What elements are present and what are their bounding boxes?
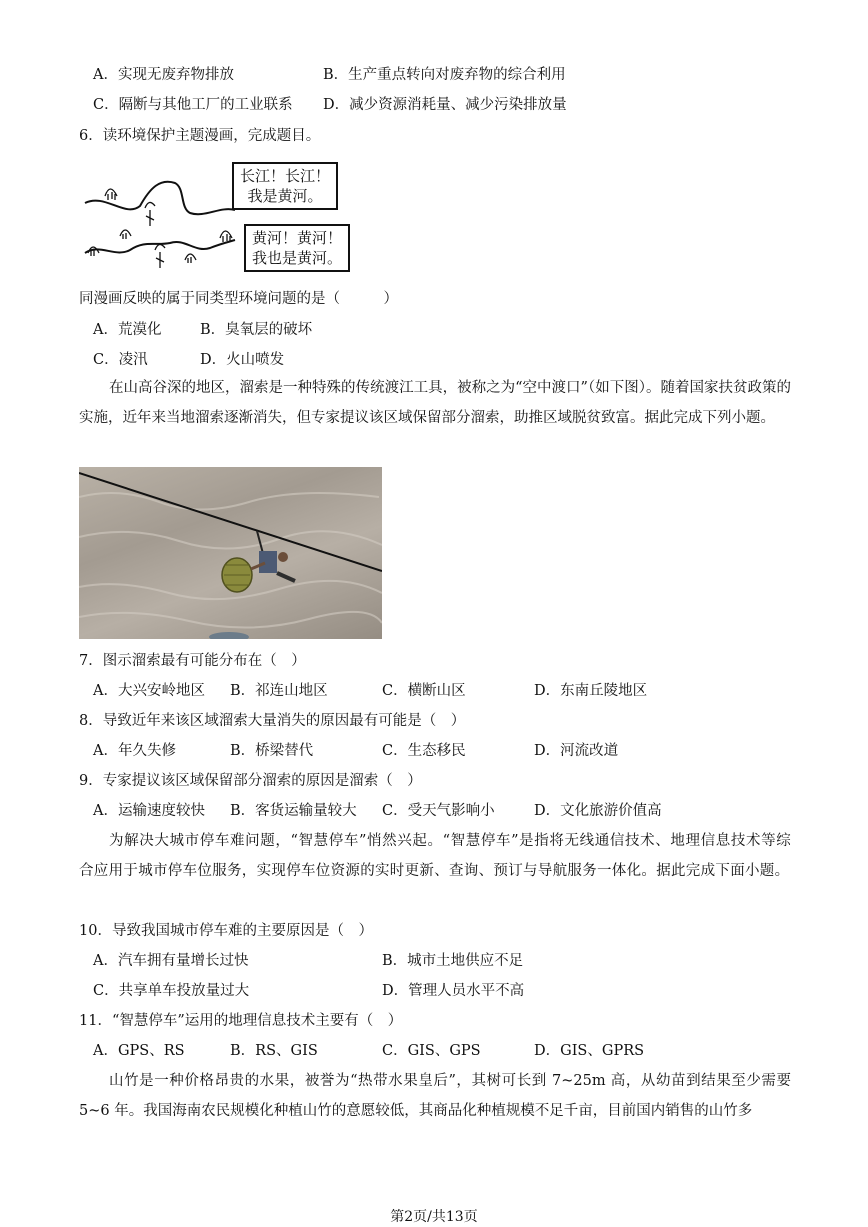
river-cartoon-drawing <box>80 158 240 278</box>
bubble-1-line-2: 我是黄河。 <box>247 187 323 205</box>
passage-mangosteen: 山竹是一种价格昂贵的水果，被誉为“热带水果皇后”，其树可长到 7~25m 高，从幼苗到结果至少需要5~6 年。我国海南农民规模化种植山竹的意愿较低，其商品化种植规模不足千亩，目前国内销售的山竹多 <box>79 1073 791 1119</box>
q10-stem: 10．导致我国城市停车难的主要原因是（ ） <box>79 923 373 939</box>
speech-bubble-2 <box>244 224 350 272</box>
speech-bubble-1 <box>232 162 338 210</box>
q9-stem: 9．专家提议该区域保留部分溜索的原因是溜索（ ） <box>79 773 422 789</box>
q5-option-b: B．生产重点转向对废弃物的综合利用 <box>323 67 566 83</box>
q10-option-b: B．城市土地供应不足 <box>382 953 524 969</box>
bubble-1-line-1: 长江！长江！ <box>240 167 331 185</box>
q6-option-b: B．臭氧层的破坏 <box>200 322 313 338</box>
q5-option-d: D．减少资源消耗量、减少污染排放量 <box>323 97 567 113</box>
q5-option-a: A．实现无废弃物排放 <box>93 67 234 83</box>
q7-option-c: C．横断山区 <box>382 683 466 699</box>
q7-stem: 7．图示溜索最有可能分布在（ ） <box>79 653 306 669</box>
q11-option-d: D．GIS、GPRS <box>534 1043 645 1059</box>
q9-option-b: B．客货运输量较大 <box>230 803 357 819</box>
q8-option-d: D．河流改道 <box>534 743 619 759</box>
bubble-2-line-1: 黄河！黄河！ <box>252 229 343 247</box>
q11-option-c: C．GIS、GPS <box>382 1043 481 1059</box>
q11-stem: 11．“智慧停车”运用的地理信息技术主要有（ ） <box>79 1013 403 1029</box>
q9-option-c: C．受天气影响小 <box>382 803 495 819</box>
q11-option-b: B．RS、GIS <box>230 1043 318 1059</box>
passage-smart-parking: 为解决大城市停车难问题，“智慧停车”悄然兴起。“智慧停车”是指将无线通信技术、地理信息技术等综合应用于城市停车位服务，实现停车位资源的实时更新、查询、预订与导航服务一体化。据此完成下面小题。 <box>79 833 791 879</box>
q10-option-d: D．管理人员水平不高 <box>382 983 525 999</box>
q5-option-c: C．隔断与其他工厂的工业联系 <box>93 97 293 113</box>
zipline-photo <box>79 467 382 639</box>
q7-option-d: D．东南丘陵地区 <box>534 683 648 699</box>
q8-stem: 8．导致近年来该区域溜索大量消失的原因最有可能是（ ） <box>79 713 466 729</box>
q8-option-b: B．桥梁替代 <box>230 743 314 759</box>
passage-ziplines: 在山高谷深的地区，溜索是一种特殊的传统渡江工具，被称之为“空中渡口”（如下图）。随着国家扶贫政策的实施，近年来当地溜索逐渐消失，但专家提议该区域保留部分溜索，助推区域脱贫致富。据此完成下列小题。 <box>79 380 791 426</box>
river-cartoon <box>80 158 360 278</box>
q11-option-a: A．GPS、RS <box>93 1043 185 1059</box>
zipline-photo-drawing <box>79 467 382 639</box>
page-footer: 第2页/共13页 <box>390 1209 478 1225</box>
q8-option-c: C．生态移民 <box>382 743 466 759</box>
q6-option-d: D．火山喷发 <box>200 352 285 368</box>
q6-stem: 6．读环境保护主题漫画，完成题目。 <box>79 128 321 144</box>
q6-question: 同漫画反映的属于同类型环境问题的是（ ） <box>79 291 398 307</box>
q6-option-c: C．凌汛 <box>93 352 148 368</box>
q9-option-a: A．运输速度较快 <box>93 803 205 819</box>
q7-option-a: A．大兴安岭地区 <box>93 683 205 699</box>
q6-option-a: A．荒漠化 <box>93 322 162 338</box>
q8-option-a: A．年久失修 <box>93 743 176 759</box>
bubble-2-line-2: 我也是黄河。 <box>252 249 343 267</box>
q10-option-a: A．汽车拥有量增长过快 <box>93 953 249 969</box>
q10-option-c: C．共享单车投放量过大 <box>93 983 250 999</box>
q7-option-b: B．祁连山地区 <box>230 683 328 699</box>
q9-option-d: D．文化旅游价值高 <box>534 803 662 819</box>
